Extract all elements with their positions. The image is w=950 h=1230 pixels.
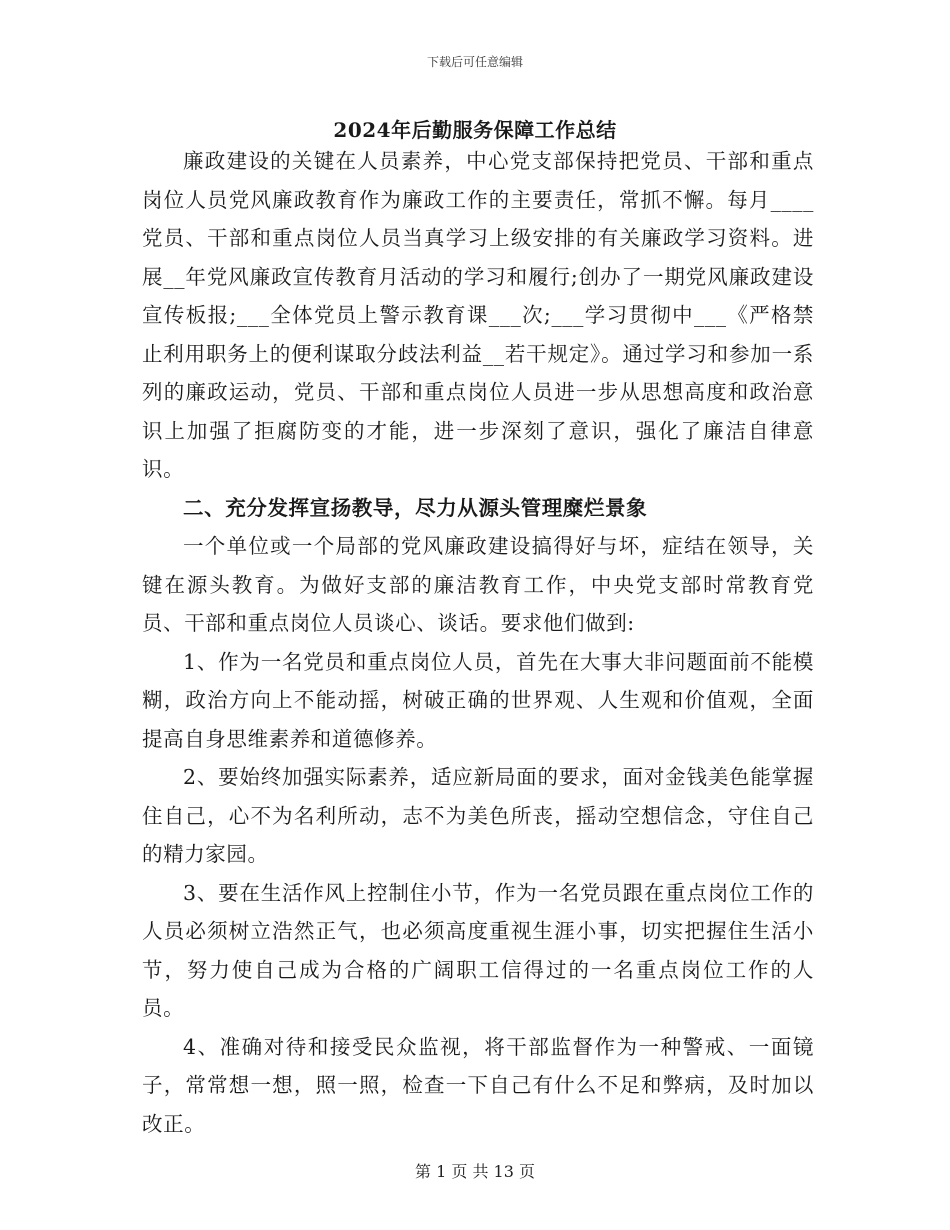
list-item-1: 1、作为一名党员和重点岗位人员，首先在大事大非问题面前不能模糊，政治方向上不能动摇，树破正确的世界观、人生观和价值观，全面提高自身思维素养和道德修养。 [142, 649, 814, 751]
header-note: 下载后可任意编辑 [426, 55, 523, 69]
page-title: 2024年后勤服务保障工作总结 [333, 118, 617, 142]
page-number: 第 1 页 共 13 页 [415, 1162, 535, 1181]
paragraph-intro: 廉政建设的关键在人员素养，中心党支部保持把党员、干部和重点岗位人员党风廉政教育作为廉政工作的主要责任，常抓不懈。每月____党员、干部和重点岗位人员当真学习上级安排的有关廉政学习资料。进展__年党风廉政宣传教育月活动的学习和履行;创办了一期党风廉政建设宣传板报;___全体党员上警示教育课___次;___学习贯彻中___《严格禁止利用职务上的便利谋取分歧法利益__若干规定》。通过学习和参加一系列的廉政运动，党员、干部和重点岗位人员进一步从思想高度和政治意识上加强了拒腐防变的才能，进一步深刻了意识，强化了廉洁自律意识。 [142, 149, 814, 481]
list-item-4: 4、准确对待和接受民众监视，将干部监督作为一种警戒、一面镜子，常常想一想，照一照，检查一下自己有什么不足和弊病，及时加以改正。 [142, 1034, 814, 1136]
document-body [142, 142, 814, 1143]
section-heading-2: 二、充分发挥宣扬教导，尽力从源头管理糜烂景象 [183, 495, 648, 520]
list-item-3: 3、要在生活作风上控制住小节，作为一名党员跟在重点岗位工作的人员必须树立浩然正气，也必须高度重视生涯小事，切实把握住生活小节，努力使自己成为合格的广阔职工信得过的一名重点岗位工作的人员。 [142, 880, 814, 1020]
paragraph-section-2-intro: 一个单位或一个局部的党风廉政建设搞得好与坏，症结在领导，关键在源头教育。为做好支部的廉洁教育工作，中央党支部时常教育党员、干部和重点岗位人员谈心、谈话。要求他们做到: [142, 534, 814, 635]
list-item-2: 2、要始终加强实际素养，适应新局面的要求，面对金钱美色能掌握住自己，心不为名利所动，志不为美色所丧，摇动空想信念，守住自己的精力家园。 [142, 765, 814, 866]
